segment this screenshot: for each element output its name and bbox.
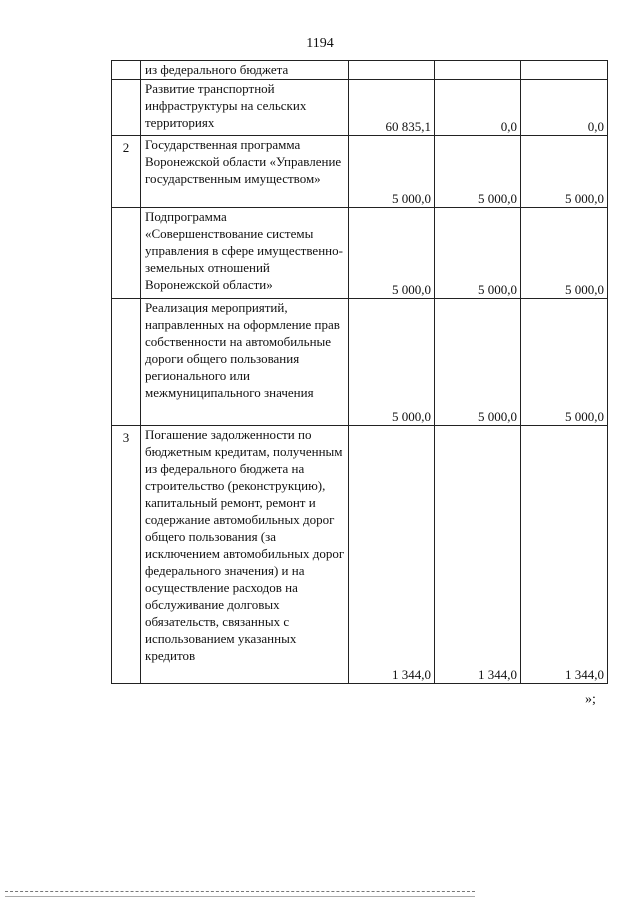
- row-value-3: 1 344,0: [521, 426, 608, 684]
- row-value-3: [521, 61, 608, 80]
- row-name: Реализация мероприятий, направленных на оформление прав собственности на автомобильные дороги общего пользования регионального или межмуниципального значения: [141, 299, 349, 426]
- row-number: [112, 299, 141, 426]
- table-row: [112, 80, 608, 136]
- row-value-2: 5 000,0: [435, 136, 521, 208]
- table-row: [112, 426, 608, 684]
- row-value-1: 5 000,0: [349, 208, 435, 299]
- row-value-3: 5 000,0: [521, 208, 608, 299]
- row-value-3: 5 000,0: [521, 136, 608, 208]
- page-number: 1194: [306, 36, 334, 51]
- table-row: [112, 299, 608, 426]
- row-name: Развитие транспортной инфраструктуры на сельских территориях: [141, 80, 349, 136]
- row-value-1: 5 000,0: [349, 299, 435, 426]
- budget-table: [111, 60, 608, 684]
- row-value-2: 0,0: [435, 80, 521, 136]
- row-value-2: 5 000,0: [435, 208, 521, 299]
- row-name: Погашение задолженности по бюджетным кредитам, полученным из федерального бюджета на строительство (реконструкцию), капитальный ремонт, ремонт и содержание автомобильных дорог общего пользования (за исключением автомобильных дорог федерального значения) и на осуществление расходов на обслуживание долговых обязательств, связанных с использованием указанных кредитов: [141, 426, 349, 684]
- row-name: из федерального бюджета: [141, 61, 349, 80]
- table-row: [112, 61, 608, 80]
- row-value-1: 1 344,0: [349, 426, 435, 684]
- row-name: Подпрограмма «Совершенствование системы управления в сфере имущественно-земельных отношений Воронежской области»: [141, 208, 349, 299]
- row-value-1: 60 835,1: [349, 80, 435, 136]
- footer-divider: [5, 896, 475, 897]
- table-row: [112, 136, 608, 208]
- row-value-3: 5 000,0: [521, 299, 608, 426]
- row-number: [112, 80, 141, 136]
- closing-quote: »;: [585, 692, 596, 707]
- row-number: 2: [112, 136, 141, 208]
- row-number: 3: [112, 426, 141, 684]
- row-value-2: 1 344,0: [435, 426, 521, 684]
- row-name: Государственная программа Воронежской области «Управление государственным имуществом»: [141, 136, 349, 208]
- row-value-2: 5 000,0: [435, 299, 521, 426]
- row-value-1: 5 000,0: [349, 136, 435, 208]
- footer-divider: [5, 891, 475, 892]
- table-row: [112, 208, 608, 299]
- row-value-1: [349, 61, 435, 80]
- row-number: [112, 208, 141, 299]
- row-number: [112, 61, 141, 80]
- row-value-3: 0,0: [521, 80, 608, 136]
- row-value-2: [435, 61, 521, 80]
